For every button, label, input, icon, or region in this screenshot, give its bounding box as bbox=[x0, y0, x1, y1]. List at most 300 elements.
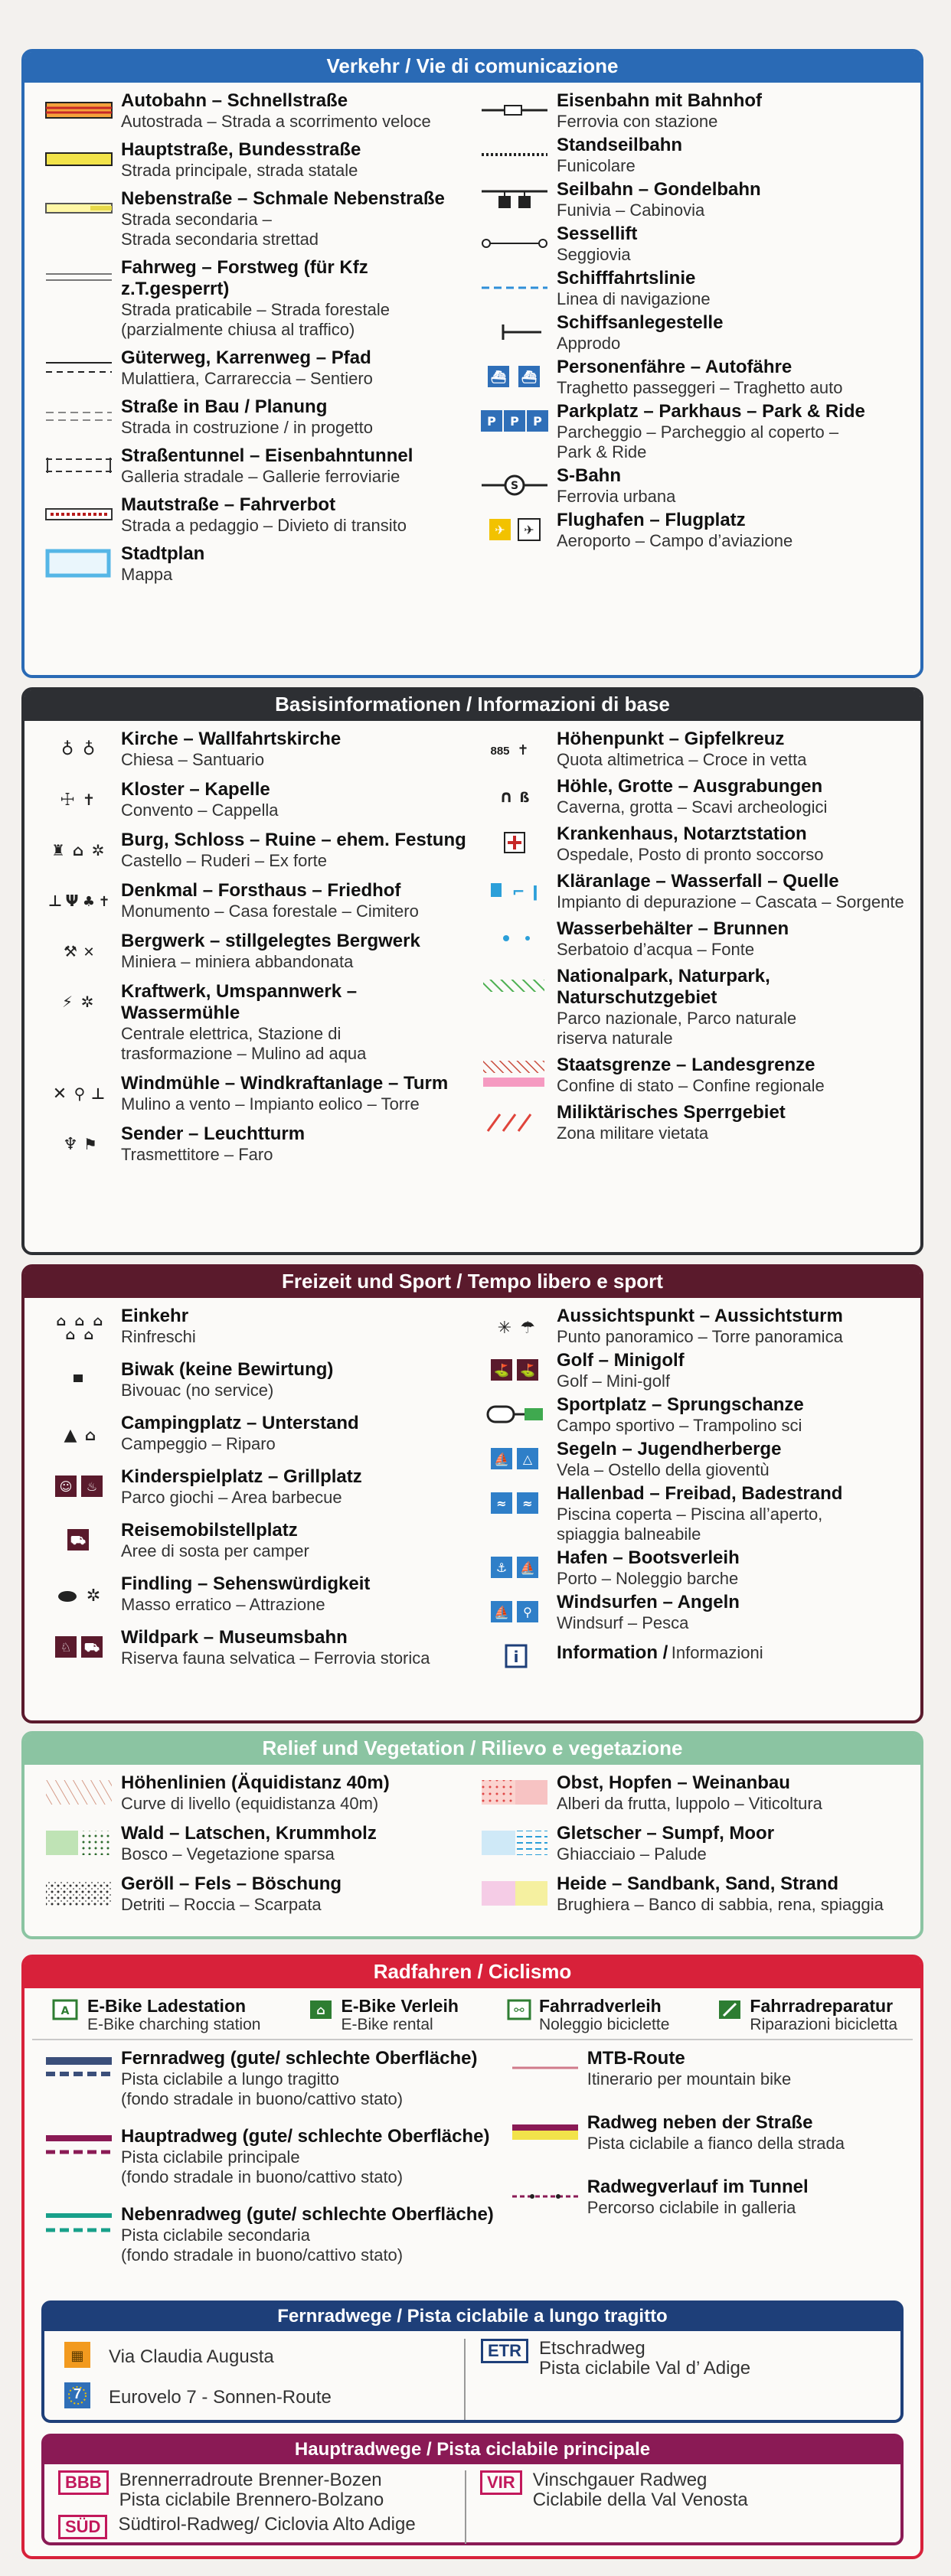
legend-title-it: Strada a pedaggio – Divieto di transito bbox=[121, 516, 407, 535]
legend-title-it: Linea di navigazione bbox=[557, 289, 711, 308]
legend-title-de: Staatsgrenze – Landesgrenze bbox=[557, 1055, 815, 1075]
etr-name: Etschradweg bbox=[539, 2338, 645, 2359]
legend-title-it: Informazioni bbox=[671, 1643, 763, 1662]
section-title: Verkehr / Vie di comunicazione bbox=[25, 52, 920, 83]
legend-item bbox=[37, 494, 472, 536]
rad-top-row bbox=[32, 1988, 913, 2040]
legend-item bbox=[37, 1772, 472, 1815]
s-bahn-icon bbox=[472, 465, 557, 501]
tunnel-symbol bbox=[37, 445, 121, 481]
legend-title-it: Punto panoramico – Torre panoramica bbox=[557, 1327, 843, 1346]
legend-item bbox=[503, 2177, 908, 2225]
legend-title-it: Funivia – Cabinovia bbox=[557, 201, 705, 220]
legend-item bbox=[472, 223, 908, 265]
legend-title-it: Rinfreschi bbox=[121, 1327, 196, 1346]
city-map-symbol bbox=[37, 543, 121, 579]
etr-route bbox=[481, 2339, 884, 2420]
legend-title-de: E-Bike Verleih bbox=[341, 1996, 459, 2016]
mine-icon bbox=[37, 931, 121, 966]
svg-text:☂: ☂ bbox=[520, 1319, 535, 1338]
legend-title-it: Zona militare vietata bbox=[557, 1123, 709, 1143]
legend-item bbox=[37, 2204, 503, 2273]
legend-item bbox=[37, 257, 472, 340]
legend-item bbox=[37, 729, 472, 770]
legend-title-it: Ferrovia urbana bbox=[557, 487, 676, 506]
legend-title-de: Fahrradverleih bbox=[538, 1996, 662, 2016]
water-tank-icon bbox=[472, 918, 557, 954]
svg-text:⛴: ⛴ bbox=[521, 370, 538, 384]
legend-title-de: Geröll – Fels – Böschung bbox=[121, 1873, 342, 1894]
contour-swatch bbox=[37, 1772, 121, 1808]
legend-title-de: Heide – Sandbank, Sand, Strand bbox=[557, 1873, 839, 1894]
svg-text:♘: ♘ bbox=[60, 1640, 72, 1655]
legend-title-it: Ghiacciaio – Palude bbox=[557, 1844, 707, 1864]
legend-title-de: Hauptradweg (gute/ schlechte Oberfläche) bbox=[121, 2126, 490, 2147]
route-name: Vinschgauer Radweg bbox=[532, 2470, 708, 2490]
svg-text:▦: ▦ bbox=[70, 2348, 84, 2364]
svg-text:⌂: ⌂ bbox=[316, 2003, 326, 2017]
svg-text:⛵: ⛵ bbox=[494, 1605, 509, 1619]
sports-field-icon bbox=[472, 1394, 557, 1430]
svg-text:✲: ✲ bbox=[80, 993, 94, 1011]
legend-title-de: Miliktärisches Sperrgebiet bbox=[557, 1102, 786, 1123]
svg-text:≈: ≈ bbox=[522, 1496, 533, 1511]
legend-item bbox=[472, 268, 908, 309]
funicular-symbol bbox=[472, 135, 557, 170]
legend-title-it: Parco nazionale, Parco naturale riserva naturale bbox=[557, 1009, 797, 1048]
svg-text:✕: ✕ bbox=[52, 1084, 67, 1104]
legend-title-it: Autostrada – Strada a scorrimento veloce bbox=[121, 112, 431, 131]
legend-title-it: Alberi da frutta, luppolo – Viticoltura bbox=[557, 1794, 822, 1813]
cable-car-icon bbox=[472, 179, 557, 214]
legend-item bbox=[37, 1573, 472, 1618]
legend-item bbox=[472, 1055, 908, 1096]
legend-item bbox=[37, 188, 472, 249]
legend-item bbox=[37, 779, 472, 820]
legend-title-it: Convento – Cappella bbox=[121, 801, 279, 820]
scree-swatch bbox=[37, 1873, 121, 1909]
svg-text:✝: ✝ bbox=[517, 742, 529, 758]
mtb-route-symbol bbox=[503, 2048, 587, 2083]
legend-title-it: Monumento – Casa forestale – Cimitero bbox=[121, 902, 419, 921]
long-distance-route-symbol bbox=[37, 2048, 121, 2083]
windsurf-icon bbox=[472, 1592, 557, 1627]
legend-title-it: Quota altimetrica – Croce in vetta bbox=[557, 750, 807, 769]
svg-text:✝: ✝ bbox=[82, 791, 96, 809]
svg-text:⌂: ⌂ bbox=[74, 1313, 85, 1329]
glacier-swatch bbox=[472, 1823, 557, 1858]
svg-text:⛴: ⛴ bbox=[490, 370, 507, 384]
svg-text:⛳: ⛳ bbox=[520, 1363, 535, 1378]
bivouac-icon bbox=[37, 1359, 121, 1394]
legend-title-de: Straße in Bau / Planung bbox=[121, 396, 328, 417]
monastery-icon bbox=[37, 779, 121, 814]
legend-item bbox=[472, 729, 908, 770]
via-claudia-icon bbox=[61, 2339, 95, 2375]
legend-title-it: Parcheggio – Parcheggio al coperto – Park & Ride bbox=[557, 422, 839, 461]
legend-item bbox=[472, 1636, 908, 1671]
legend-item bbox=[37, 1359, 472, 1404]
eurovelo-number: 7 bbox=[74, 2386, 82, 2402]
legend-item bbox=[37, 1073, 472, 1114]
legend-title-de: Straßentunnel – Eisenbahntunnel bbox=[121, 445, 413, 466]
landing-stage-symbol bbox=[472, 312, 557, 347]
track-symbol bbox=[37, 257, 121, 292]
legend-item bbox=[472, 1547, 908, 1589]
legend-item bbox=[37, 2048, 503, 2117]
svg-text:P: P bbox=[510, 414, 519, 429]
svg-text:▲: ▲ bbox=[64, 1426, 77, 1445]
legend-title-de: Schiffsanlegestelle bbox=[557, 312, 724, 333]
legend-title-de: Personenfähre – Autofähre bbox=[557, 357, 792, 377]
freizeit-section bbox=[21, 1264, 923, 1723]
hauptradwege-title: Hauptradwege / Pista ciclabile principale bbox=[44, 2437, 900, 2464]
legend-title-it: Mappa bbox=[121, 565, 173, 584]
verkehr-left-column bbox=[37, 90, 472, 592]
svg-text:♁: ♁ bbox=[82, 740, 96, 759]
legend-title-it: Serbatoio d’acqua – Fonte bbox=[557, 940, 755, 959]
fern-route-name: Via Claudia Augusta bbox=[109, 2346, 274, 2367]
svg-text:ß: ß bbox=[519, 790, 530, 806]
legend-title-it: Funicolare bbox=[557, 156, 636, 175]
legend-title-it: Riserva fauna selvatica – Ferrovia storica bbox=[121, 1648, 430, 1668]
svg-text:✕: ✕ bbox=[83, 944, 95, 960]
svg-text:⚯: ⚯ bbox=[514, 2003, 525, 2017]
svg-text:⌂: ⌂ bbox=[65, 1327, 76, 1341]
legend-title-it: Mulattiera, Carrareccia – Sentiero bbox=[121, 369, 373, 388]
legend-item bbox=[37, 1823, 472, 1866]
roadside-bikeway-symbol bbox=[503, 2112, 587, 2147]
svg-text:⊥: ⊥ bbox=[47, 892, 63, 910]
legend-title-it: Parco giochi – Area barbecue bbox=[121, 1488, 342, 1507]
legend-item bbox=[37, 139, 472, 181]
parking-icon bbox=[472, 401, 557, 436]
legend-item bbox=[472, 90, 908, 132]
legend-title-it: Caverna, grotta – Scavi archeologici bbox=[557, 797, 828, 817]
legend-item bbox=[472, 1592, 908, 1633]
legend-item bbox=[37, 1466, 472, 1511]
legend-title-it: Pista ciclabile a fianco della strada bbox=[587, 2134, 845, 2153]
section-title: Freizeit und Sport / Tempo libero e sport bbox=[25, 1267, 920, 1298]
legend-title-de: Hallenbad – Freibad, Badestrand bbox=[557, 1483, 843, 1504]
legend-item bbox=[37, 445, 472, 487]
fernradwege-title: Fernradwege / Pista ciclabile a lungo tragitto bbox=[44, 2304, 900, 2331]
secondary-route-symbol bbox=[37, 2204, 121, 2239]
legend-title-it: E-Bike charching station bbox=[87, 2016, 261, 2033]
chairlift-symbol bbox=[472, 223, 557, 259]
svg-text:△: △ bbox=[522, 1452, 533, 1466]
forest-swatch bbox=[37, 1823, 121, 1858]
basis-section bbox=[21, 687, 923, 1255]
legend-title-de: Hauptstraße, Bundesstraße bbox=[121, 139, 361, 160]
legend-item bbox=[472, 135, 908, 176]
sailing-icon bbox=[472, 1439, 557, 1474]
legend-title-de: Sessellift bbox=[557, 223, 638, 244]
ebike-rental-icon bbox=[306, 1996, 336, 2027]
legend-title-it: Trasmettitore – Faro bbox=[121, 1145, 273, 1164]
svg-text:⛟: ⛟ bbox=[70, 1533, 87, 1547]
legend-item bbox=[472, 401, 908, 462]
svg-text:∩: ∩ bbox=[499, 787, 513, 807]
legend-title-de: Kloster – Kapelle bbox=[121, 779, 270, 800]
ferry-icon bbox=[472, 357, 557, 392]
legend-title-de: Krankenhaus, Notarztstation bbox=[557, 823, 807, 844]
legend-item bbox=[37, 1873, 472, 1916]
legend-item bbox=[472, 1439, 908, 1480]
route-sub: Ciclabile della Val Venosta bbox=[532, 2490, 748, 2510]
haupt-right-list bbox=[480, 2470, 887, 2544]
legend-title-it: Riparazioni bicicletta bbox=[750, 2016, 897, 2033]
legend-title-it: Vela – Ostello della gioventù bbox=[557, 1460, 770, 1479]
legend-title-de: Radwegverlauf im Tunnel bbox=[587, 2177, 809, 2197]
legend-title-de: Gletscher – Sumpf, Moor bbox=[557, 1823, 775, 1844]
legend-title-de: Seilbahn – Gondelbahn bbox=[557, 179, 761, 200]
svg-text:✝: ✝ bbox=[98, 894, 110, 910]
legend-title-de: Kinderspielplatz – Grillplatz bbox=[121, 1466, 362, 1487]
svg-text:P: P bbox=[533, 414, 542, 429]
legend-title-de: Höhenlinien (Äquidistanz 40m) bbox=[121, 1772, 390, 1793]
svg-text:ǀ: ǀ bbox=[532, 882, 538, 901]
motorway-symbol bbox=[37, 90, 121, 126]
svg-text:♜: ♜ bbox=[51, 841, 65, 859]
legend-title-it: Confine di stato – Confine regionale bbox=[557, 1076, 825, 1095]
heath-swatch bbox=[472, 1873, 557, 1909]
legend-title-de: Kläranlage – Wasserfall – Quelle bbox=[557, 871, 839, 892]
bike-rental-icon bbox=[504, 1996, 534, 2027]
legend-item bbox=[472, 179, 908, 220]
legend-item bbox=[472, 1394, 908, 1436]
legend-title-de: S-Bahn bbox=[557, 465, 621, 486]
svg-text:⌂: ⌂ bbox=[72, 841, 84, 859]
road-construction-symbol bbox=[37, 396, 121, 432]
legend-item bbox=[503, 2048, 908, 2097]
legend-title-it: Strada in costruzione / in progetto bbox=[121, 418, 373, 437]
border-symbol bbox=[472, 1055, 557, 1090]
rad-service-item bbox=[47, 1996, 260, 2034]
legend-title-de: Hafen – Bootsverleih bbox=[557, 1547, 740, 1568]
bike-repair-icon bbox=[714, 1996, 745, 2027]
legend-title-de: Wald – Latschen, Krummholz bbox=[121, 1823, 377, 1844]
legend-title-de: Höhenpunkt – Gipfelkreuz bbox=[557, 729, 785, 749]
fernradwege-box bbox=[41, 2300, 904, 2423]
legend-title-it: Windsurf – Pesca bbox=[557, 1613, 689, 1632]
svg-text:P: P bbox=[487, 414, 496, 429]
legend-title-it: Masso erratico – Attrazione bbox=[121, 1595, 325, 1614]
playground-icon bbox=[37, 1466, 121, 1502]
haupt-route-item bbox=[58, 2470, 465, 2510]
route-sub: Pista ciclabile Brennero-Bolzano bbox=[119, 2490, 384, 2510]
legend-item bbox=[472, 1873, 908, 1916]
legend-title-de: Fahrradreparatur bbox=[750, 1996, 894, 2016]
legend-title-de: Wasserbehälter – Brunnen bbox=[557, 918, 789, 939]
svg-text:⌂: ⌂ bbox=[93, 1313, 103, 1329]
national-park-symbol bbox=[472, 966, 557, 1001]
svg-text:⌂: ⌂ bbox=[83, 1327, 94, 1341]
legend-title-it: Noleggio biciclette bbox=[538, 2016, 670, 2033]
rad-right-column bbox=[503, 2048, 908, 2282]
power-plant-icon bbox=[37, 981, 121, 1016]
legend-title-it: E-Bike rental bbox=[341, 2016, 433, 2033]
basis-left-column bbox=[37, 729, 472, 1174]
haupt-route-item bbox=[480, 2470, 887, 2510]
legend-item bbox=[472, 871, 908, 912]
svg-text:✳: ✳ bbox=[497, 1319, 512, 1338]
route-badge: VIR bbox=[480, 2470, 522, 2495]
svg-text:⛵: ⛵ bbox=[520, 1560, 535, 1575]
legend-item bbox=[37, 1627, 472, 1671]
legend-title-de: Fahrweg – Forstweg (für Kfz z.T.gesperrt) bbox=[121, 257, 368, 299]
svg-text:♨: ♨ bbox=[86, 1479, 98, 1494]
basis-right-column bbox=[472, 729, 908, 1174]
rad-service-item bbox=[504, 1996, 669, 2034]
legend-title-it: Itinerario per mountain bike bbox=[587, 2069, 792, 2089]
svg-text:♣: ♣ bbox=[82, 894, 96, 910]
legend-title-de: Mautstraße – Fahrverbot bbox=[121, 494, 336, 515]
svg-text:✲: ✲ bbox=[91, 841, 105, 859]
legend-title-it: Mulino a vento – Impianto eolico – Torre bbox=[121, 1094, 420, 1114]
transmitter-icon bbox=[37, 1123, 121, 1159]
route-name: Südtirol-Radweg/ Ciclovia Alto Adige bbox=[118, 2514, 416, 2535]
legend-title-de: Einkehr bbox=[121, 1306, 189, 1326]
svg-text:✲: ✲ bbox=[86, 1586, 101, 1606]
legend-title-it: Campo sportivo – Trampolino sci bbox=[557, 1416, 802, 1435]
legend-title-de: Nationalpark, Naturpark, Naturschutzgebiet bbox=[557, 966, 770, 1008]
legend-title-it: Ospedale, Posto di pronto soccorso bbox=[557, 845, 824, 864]
legend-title-de: MTB-Route bbox=[587, 2048, 685, 2069]
legend-title-de: Sportplatz – Sprungschanze bbox=[557, 1394, 804, 1415]
legend-title-de: Wildpark – Museumsbahn bbox=[121, 1627, 348, 1648]
legend-title-it: Campeggio – Riparo bbox=[121, 1434, 276, 1453]
legend-item bbox=[37, 1123, 472, 1165]
legend-item bbox=[37, 1520, 472, 1564]
legend-item bbox=[472, 357, 908, 398]
legend-item bbox=[37, 543, 472, 585]
relief-left-column bbox=[37, 1772, 472, 1924]
svg-text:☩: ☩ bbox=[60, 791, 75, 810]
svg-text:⌂: ⌂ bbox=[56, 1313, 67, 1329]
legend-item bbox=[37, 1306, 472, 1350]
legend-item bbox=[472, 510, 908, 551]
legend-title-de: Reisemobilstellplatz bbox=[121, 1520, 298, 1541]
legend-title-de: Sender – Leuchtturm bbox=[121, 1123, 306, 1144]
legend-title-de: Parkplatz – Parkhaus – Park & Ride bbox=[557, 401, 865, 422]
svg-text:A: A bbox=[60, 2005, 70, 2017]
legend-title-de: Kraftwerk, Umspannwerk – Wassermühle bbox=[121, 981, 358, 1023]
legend-title-it: Aree di sosta per camper bbox=[121, 1541, 309, 1560]
legend-title-de: Flughafen – Flugplatz bbox=[557, 510, 746, 530]
water-treatment-icon bbox=[472, 871, 557, 906]
svg-text:≈: ≈ bbox=[496, 1496, 507, 1511]
legend-item bbox=[503, 2112, 908, 2161]
secondary-road-symbol bbox=[37, 188, 121, 223]
freizeit-right-column bbox=[472, 1306, 908, 1681]
legend-title-de: Eisenbahn mit Bahnhof bbox=[557, 90, 763, 111]
legend-title-de: Campingplatz – Unterstand bbox=[121, 1413, 359, 1433]
legend-title-it: Aeroporto – Campo d’aviazione bbox=[557, 531, 793, 550]
inn-icon bbox=[37, 1306, 121, 1341]
legend-title-de: Biwak (keine Bewirtung) bbox=[121, 1359, 334, 1380]
svg-text:⚓: ⚓ bbox=[495, 1560, 508, 1575]
etr-badge: ETR bbox=[481, 2339, 528, 2363]
cave-icon bbox=[472, 776, 557, 811]
windmill-icon bbox=[37, 1073, 121, 1108]
svg-text:⚒: ⚒ bbox=[64, 942, 77, 960]
legend-title-it: Pista ciclabile principale (fondo stradale in buono/cattivo stato) bbox=[121, 2147, 404, 2186]
legend-title-de: Obst, Hopfen – Weinanbau bbox=[557, 1772, 790, 1793]
legend-title-de: Burg, Schloss – Ruine – ehem. Festung bbox=[121, 830, 466, 850]
fern-routes-list bbox=[61, 2339, 466, 2420]
legend-item bbox=[37, 90, 472, 132]
legend-item bbox=[472, 465, 908, 507]
toll-road-symbol bbox=[37, 494, 121, 530]
legend-item bbox=[472, 966, 908, 1048]
fern-route-name: Eurovelo 7 - Sonnen-Route bbox=[109, 2386, 332, 2408]
verkehr-right-column bbox=[472, 90, 908, 592]
camping-icon bbox=[37, 1413, 121, 1448]
airport-icon bbox=[472, 510, 557, 545]
svg-text:Ψ: Ψ bbox=[65, 892, 79, 910]
legend-item bbox=[472, 776, 908, 817]
svg-text:⛟: ⛟ bbox=[83, 1640, 100, 1655]
swimming-icon bbox=[472, 1483, 557, 1518]
monument-icon bbox=[37, 880, 121, 915]
section-title: Relief und Vegetation / Rilievo e vegetazione bbox=[25, 1734, 920, 1765]
legend-item bbox=[472, 1823, 908, 1866]
legend-title-it: Brughiera – Banco di sabbia, rena, spiaggia bbox=[557, 1895, 884, 1914]
orchard-swatch bbox=[472, 1772, 557, 1808]
legend-title-it: Percorso ciclabile in galleria bbox=[587, 2198, 796, 2217]
svg-text:⚲: ⚲ bbox=[523, 1605, 532, 1619]
legend-title-de: Fernradweg (gute/ schlechte Oberfläche) bbox=[121, 2048, 478, 2069]
fern-route-item bbox=[61, 2379, 464, 2415]
svg-text:⛵: ⛵ bbox=[494, 1452, 509, 1466]
rad-service-item bbox=[306, 1996, 458, 2034]
svg-text:i: i bbox=[513, 1648, 519, 1666]
legend-title-de: Höhle, Grotte – Ausgrabungen bbox=[557, 776, 823, 797]
camper-icon bbox=[37, 1520, 121, 1555]
legend-title-de: Bergwerk – stillgelegtes Bergwerk bbox=[121, 931, 420, 951]
wildlife-park-icon bbox=[37, 1627, 121, 1662]
verkehr-section bbox=[21, 49, 923, 678]
legend-title-it: Impianto di depurazione – Cascata – Sorgente bbox=[557, 892, 904, 911]
legend-title-it: Pista ciclabile a lungo tragitto (fondo stradale in buono/cattivo stato) bbox=[121, 2069, 404, 2108]
legend-item bbox=[472, 823, 908, 865]
eurovelo-icon bbox=[61, 2379, 95, 2415]
svg-text:⌐: ⌐ bbox=[511, 882, 525, 901]
legend-title-it: Strada praticabile – Strada forestale (parzialmente chiusa al traffico) bbox=[121, 300, 390, 339]
legend-item bbox=[37, 396, 472, 438]
legend-item bbox=[37, 880, 472, 921]
bike-tunnel-symbol bbox=[503, 2177, 587, 2212]
route-badge: BBB bbox=[58, 2470, 109, 2495]
legend-title-de: Windsurfen – Angeln bbox=[557, 1592, 740, 1612]
castle-icon bbox=[37, 830, 121, 865]
military-zone-symbol bbox=[472, 1102, 557, 1137]
section-title: Basisinformationen / Informazioni di base bbox=[25, 690, 920, 721]
legend-title-it: Piscina coperta – Piscina all’aperto, spiaggia balneabile bbox=[557, 1505, 823, 1544]
legend-title-it: Traghetto passeggeri – Traghetto auto bbox=[557, 378, 843, 397]
svg-text:☺: ☺ bbox=[59, 1479, 73, 1494]
legend-item bbox=[472, 1483, 908, 1544]
route-badge: SÜD bbox=[58, 2515, 107, 2539]
ebike-charging-icon bbox=[47, 1996, 83, 2027]
legend-title-it: Centrale elettrica, Stazione di trasformazione – Mulino ad aqua bbox=[121, 1024, 367, 1063]
legend-title-it: Ferrovia con stazione bbox=[557, 112, 718, 131]
legend-title-it: Bosco – Vegetazione sparsa bbox=[121, 1844, 335, 1864]
hauptradwege-box bbox=[41, 2434, 904, 2545]
summit-icon bbox=[472, 729, 557, 764]
legend-title-it: Pista ciclabile secondaria (fondo stradale in buono/cattivo stato) bbox=[121, 2225, 404, 2265]
